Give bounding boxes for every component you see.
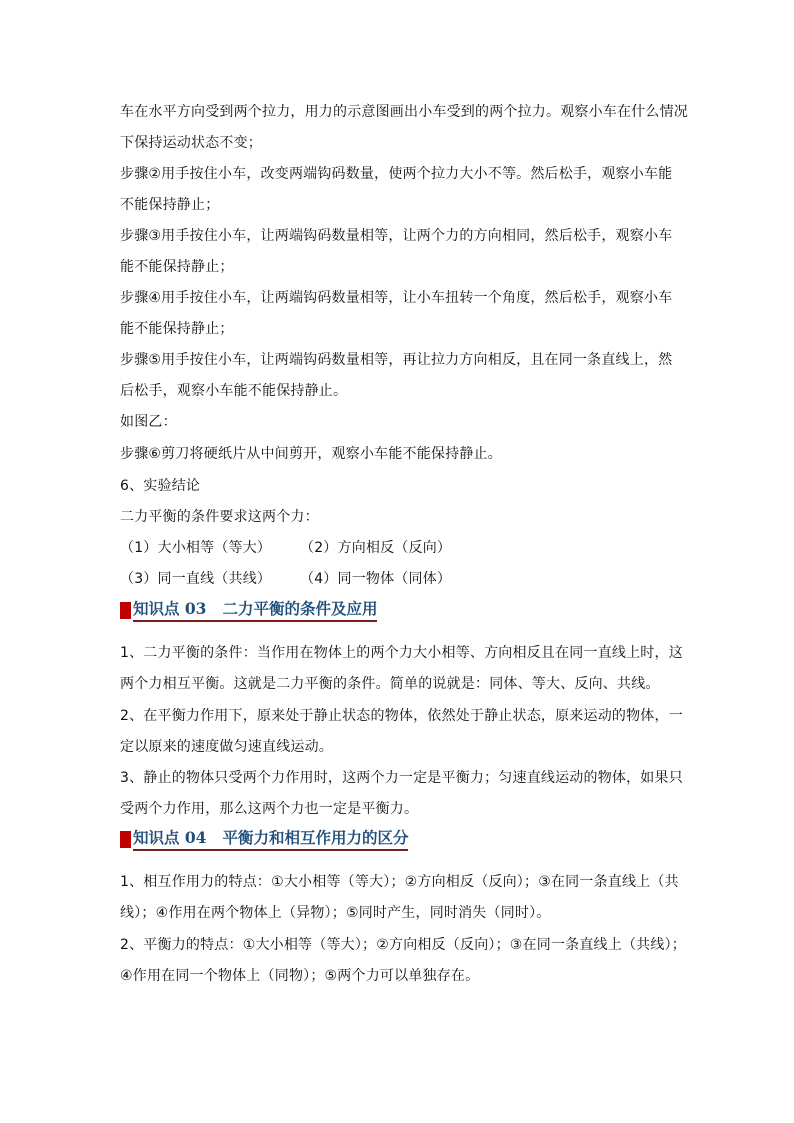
- text-line: 步骤④用手按住小车，让两端钩码数量相等，让小车扭转一个角度，然后松手，观察小车: [120, 290, 673, 306]
- text-line: 二力平衡的条件要求这两个力：: [120, 509, 319, 525]
- section-number: 知识点 04: [133, 827, 207, 847]
- text-line: 3、静止的物体只受两个力作用时，这两个力一定是平衡力；匀速直线运动的物体，如果只: [120, 770, 683, 786]
- text-line: 2、在平衡力作用下，原来处于静止状态的物体，依然处于静止状态，原来运动的物体，一: [120, 708, 683, 724]
- condition-item: （1）大小相等（等大）: [120, 540, 272, 556]
- text-line: 线）；④作用在两个物体上（异物）；⑤同时产生，同时消失（同时）。: [120, 905, 551, 921]
- text-line: 定以原来的速度做匀速直线运动。: [120, 739, 333, 755]
- text-line: 能不能保持静止；: [120, 259, 234, 275]
- condition-item: （4）同一物体（同体）: [300, 571, 452, 587]
- text-line: 如图乙：: [120, 414, 177, 430]
- section-title: 平衡力和相互作用力的区分: [222, 827, 409, 847]
- text-line: 步骤⑥剪刀将硬纸片从中间剪开，观察小车能不能保持静止。: [120, 446, 502, 462]
- section-heading-text: [133, 828, 408, 851]
- text-line: ④作用在同一个物体上（同物）；⑤两个力可以单独存在。: [120, 968, 480, 984]
- text-line: 车在水平方向受到两个拉力，用力的示意图画出小车受到的两个拉力。观察小车在什么情况: [120, 104, 688, 120]
- text-line: 后松手，观察小车能不能保持静止。: [120, 383, 348, 399]
- text-line: 6、实验结论: [120, 478, 201, 494]
- text-line: 1、相互作用力的特点：①大小相等（等大）；②方向相反（反向）；③在同一条直线上（共: [120, 874, 679, 890]
- condition-item: （2）方向相反（反向）: [300, 540, 452, 556]
- text-line: 两个力相互平衡。这就是二力平衡的条件。简单的说就是：同体、等大、反向、共线。: [120, 676, 660, 692]
- text-line: 受两个力作用，那么这两个力也一定是平衡力。: [120, 801, 419, 817]
- section-title: 二力平衡的条件及应用: [222, 598, 378, 618]
- section-heading-04: [120, 826, 408, 852]
- text-line: 步骤⑤用手按住小车，让两端钩码数量相等，再让拉力方向相反，且在同一条直线上，然: [120, 352, 673, 368]
- condition-item: （3）同一直线（共线）: [120, 571, 272, 587]
- section-marker-icon: [120, 831, 131, 848]
- section-heading-03: [120, 597, 377, 623]
- text-line: 2、平衡力的特点：①大小相等（等大）；②方向相反（反向）；③在同一条直线上（共线）；: [120, 937, 686, 953]
- text-line: 1、二力平衡的条件：当作用在物体上的两个力大小相等、方向相反且在同一直线上时，这: [120, 645, 683, 661]
- section-number: 知识点 03: [133, 598, 207, 618]
- text-line: 步骤②用手按住小车，改变两端钩码数量，使两个拉力大小不等。然后松手，观察小车能: [120, 166, 673, 182]
- section-heading-text: [133, 599, 377, 622]
- section-marker-icon: [120, 602, 131, 619]
- text-line: 步骤③用手按住小车，让两端钩码数量相等，让两个力的方向相同，然后松手，观察小车: [120, 228, 673, 244]
- text-line: 不能保持静止；: [120, 197, 220, 213]
- text-line: 下保持运动状态不变；: [120, 135, 262, 151]
- text-line: 能不能保持静止；: [120, 321, 234, 337]
